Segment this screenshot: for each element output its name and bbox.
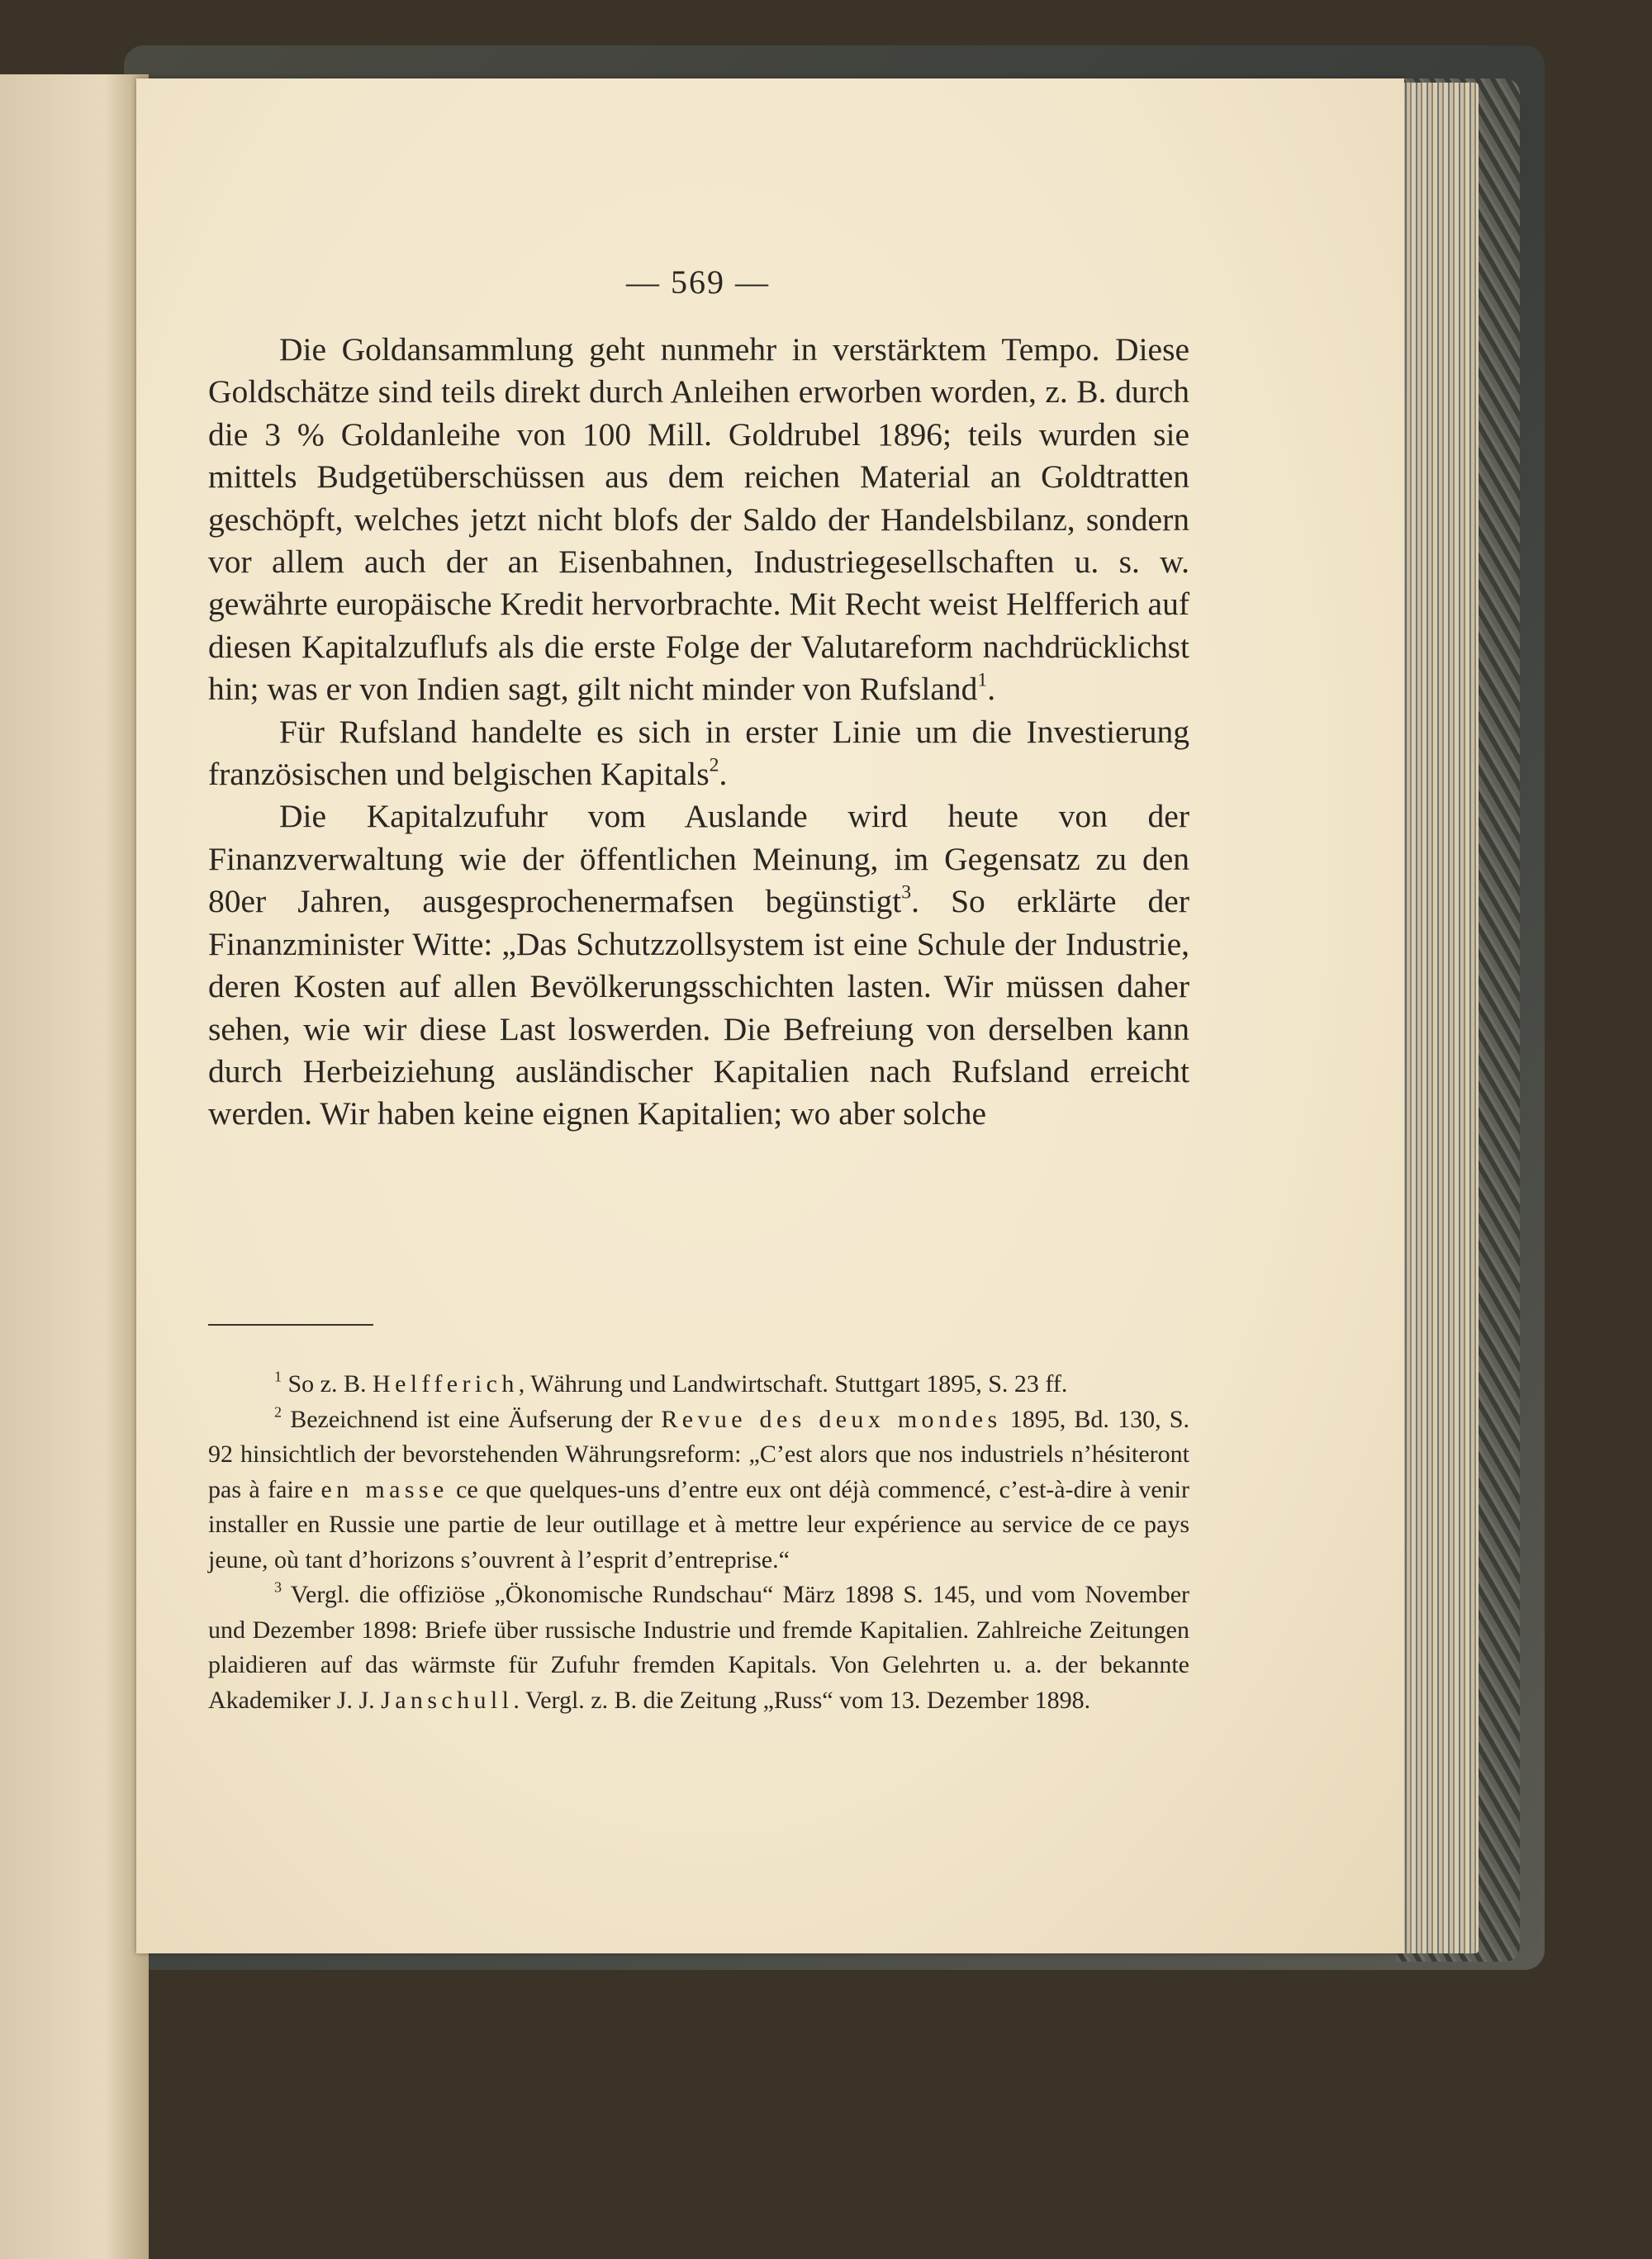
footnote-1-text-b: , Währung und Landwirtschaft. Stuttgart 1895, S. 23 ff. <box>518 1370 1068 1398</box>
footnote-1 <box>208 1367 1189 1402</box>
paragraph-1-end: . <box>987 671 996 708</box>
footnote-3-text-a: Vergl. die offiziöse „Ökonomische Rundschau“ März 1898 S. 145, und vom November und Dezember 1898: Briefe über russische Industrie und fremde Kapitalien. Zahlreiche Zeitungen plaidieren auf das wärmste für Zufuhr fremden Kapitals. Von Gelehrten u. a. der bekannte Akademiker J. J. <box>208 1581 1189 1714</box>
footnote-3-text-b: . Vergl. z. B. die Zeitung „Russ“ vom 13. Dezember 1898. <box>513 1686 1091 1714</box>
footnote-1-author: Helfferich <box>373 1370 519 1398</box>
footnote-2-text-a: Bezeichnend ist eine Äufserung der <box>282 1405 662 1433</box>
footnote-2-text-c: ce que quelques-uns d’entre eux ont déjà commencé, c’est-à-dire à venir installer en Russie une partie de leur outillage et à mettre leur expérience au service de ce pays jeune, où tant d’horizons s’ouvrent à l’esprit d’entreprise.“ <box>208 1475 1189 1573</box>
footnote-ref-2: 2 <box>709 754 719 776</box>
footnote-3-mark: 3 <box>274 1578 282 1596</box>
paragraph-1 <box>208 329 1189 711</box>
paragraph-1-text: Die Goldansammlung geht nunmehr in verstärktem Tempo. Diese Goldschätze sind teils direkt durch Anleihen erworben worden, z. B. durch die 3 % Goldanleihe von 100 Mill. Goldrubel 1896; teils wurden sie mittels Budgetüberschüssen aus dem reichen Material an Goldtratten geschöpft, welches jetzt nicht blofs der Saldo der Handelsbilanz, sondern vor allem auch der an Eisenbahnen, Industriegesellschaften u. s. w. gewährte europäische Kredit hervorbrachte. Mit Recht weist Helfferich auf diesen Kapitalzuflufs als die erste Folge der Valutareform nachdrücklichst hin; was er von Indien sagt, gilt nicht minder von Rufsland <box>208 331 1189 708</box>
main-text <box>208 329 1189 1136</box>
footnote-1-text-a: So z. B. <box>282 1370 373 1398</box>
footnote-ref-3: 3 <box>901 881 912 904</box>
footnote-ref-1: 1 <box>977 669 988 691</box>
paragraph-2-text: Für Rufsland handelte es sich in erster Linie um die Investierung französischen und belgischen Kapitals <box>208 713 1189 793</box>
footnote-2 <box>208 1402 1189 1578</box>
page-number: — 569 — <box>626 263 770 301</box>
paragraph-2-end: . <box>719 756 728 793</box>
paragraph-3-text-b: . So erklärte der Finanzminister Witte: „Das Schutzzollsystem ist eine Schule der Industrie, deren Kosten auf allen Bevölkerungsschichten lasten. Wir müssen daher sehen, wie wir diese Last loswerden. Die Befreiung von derselben kann durch Herbeiziehung ausländischer Kapitalien nach Rufsland erreicht werden. Wir haben keine eignen Kapitalien; wo aber solche <box>208 883 1189 1132</box>
footnote-3 <box>208 1578 1189 1718</box>
footnote-3-name: Janschull <box>381 1686 514 1714</box>
footnotes <box>208 1367 1189 1718</box>
footnote-2-journal: Revue des deux mondes <box>661 1405 1002 1433</box>
paragraph-3 <box>208 795 1189 1135</box>
footnote-1-mark: 1 <box>274 1368 282 1385</box>
footnote-separator <box>208 1324 373 1326</box>
footnote-2-mark: 2 <box>274 1402 282 1420</box>
page-stack-edge <box>1396 83 1479 1953</box>
footnote-2-text-b: 1895, Bd. 130, S. 92 hinsichtlich der bevorstehenden Währungsreform: „C’est alors que nos industriels n’hésiteront pas à faire <box>208 1405 1189 1503</box>
paragraph-2 <box>208 711 1189 796</box>
previous-page-edge <box>0 74 149 2259</box>
paragraph-3-text-a: Die Kapitalzufuhr vom Auslande wird heute von der Finanzverwaltung wie der öffentlichen Meinung, im Gegensatz zu den 80er Jahren, ausgesprochenermafsen begünstigt <box>208 798 1189 920</box>
footnote-2-emphasis: en masse <box>320 1475 449 1503</box>
